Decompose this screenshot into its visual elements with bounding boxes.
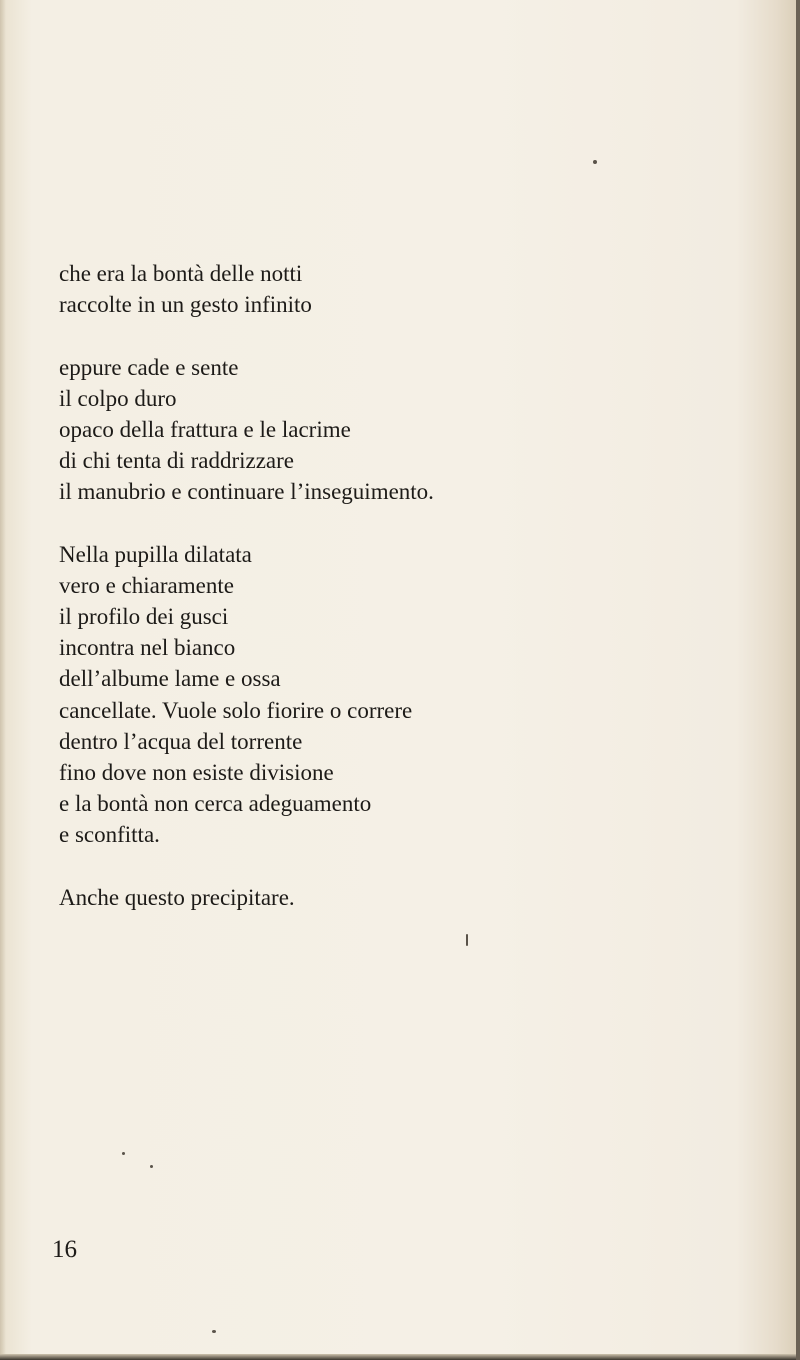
paper-speck [122, 1152, 125, 1155]
poem-line: fino dove non esiste divisione [59, 760, 334, 785]
poem-line: Nella pupilla dilatata [59, 541, 252, 567]
poem-line: incontra nel bianco [59, 635, 236, 661]
poem-line: che era la bontà delle notti [59, 261, 303, 286]
poem-line: cancellate. Vuole solo fiorire o correre [59, 697, 413, 723]
poem-line: il colpo duro [59, 385, 177, 411]
stanza-break [59, 508, 434, 539]
paper-speck [466, 934, 468, 946]
poem-line: dell’albume lame e ossa [59, 666, 281, 692]
poem-line: e sconfitta. [59, 822, 160, 848]
poem-text [59, 258, 434, 913]
poem-line: il profilo dei gusci [59, 604, 229, 630]
paper-speck [150, 1165, 153, 1168]
paper-speck [593, 160, 597, 164]
page-number: 16 [52, 1236, 77, 1263]
poem-line: vero e chiaramente [59, 572, 234, 598]
poem-line: raccolte in un gesto infinito [59, 292, 312, 318]
poem-line: e la bontà non cerca adeguamento [59, 791, 372, 817]
poem-line: di chi tenta di raddrizzare [59, 448, 294, 474]
paper-speck [212, 1330, 216, 1333]
poem-line: il manubrio e continuare l’inseguimento. [59, 479, 434, 505]
poem-line: eppure cade e sente [59, 354, 239, 380]
stanza-break [59, 320, 434, 351]
poem-line: Anche questo precipitare. [59, 884, 295, 910]
page-bottom-edge [0, 1354, 800, 1360]
poem-line: dentro l’acqua del torrente [59, 728, 303, 754]
poem-line: opaco della frattura e le lacrime [59, 416, 351, 442]
stanza-break [59, 851, 434, 882]
